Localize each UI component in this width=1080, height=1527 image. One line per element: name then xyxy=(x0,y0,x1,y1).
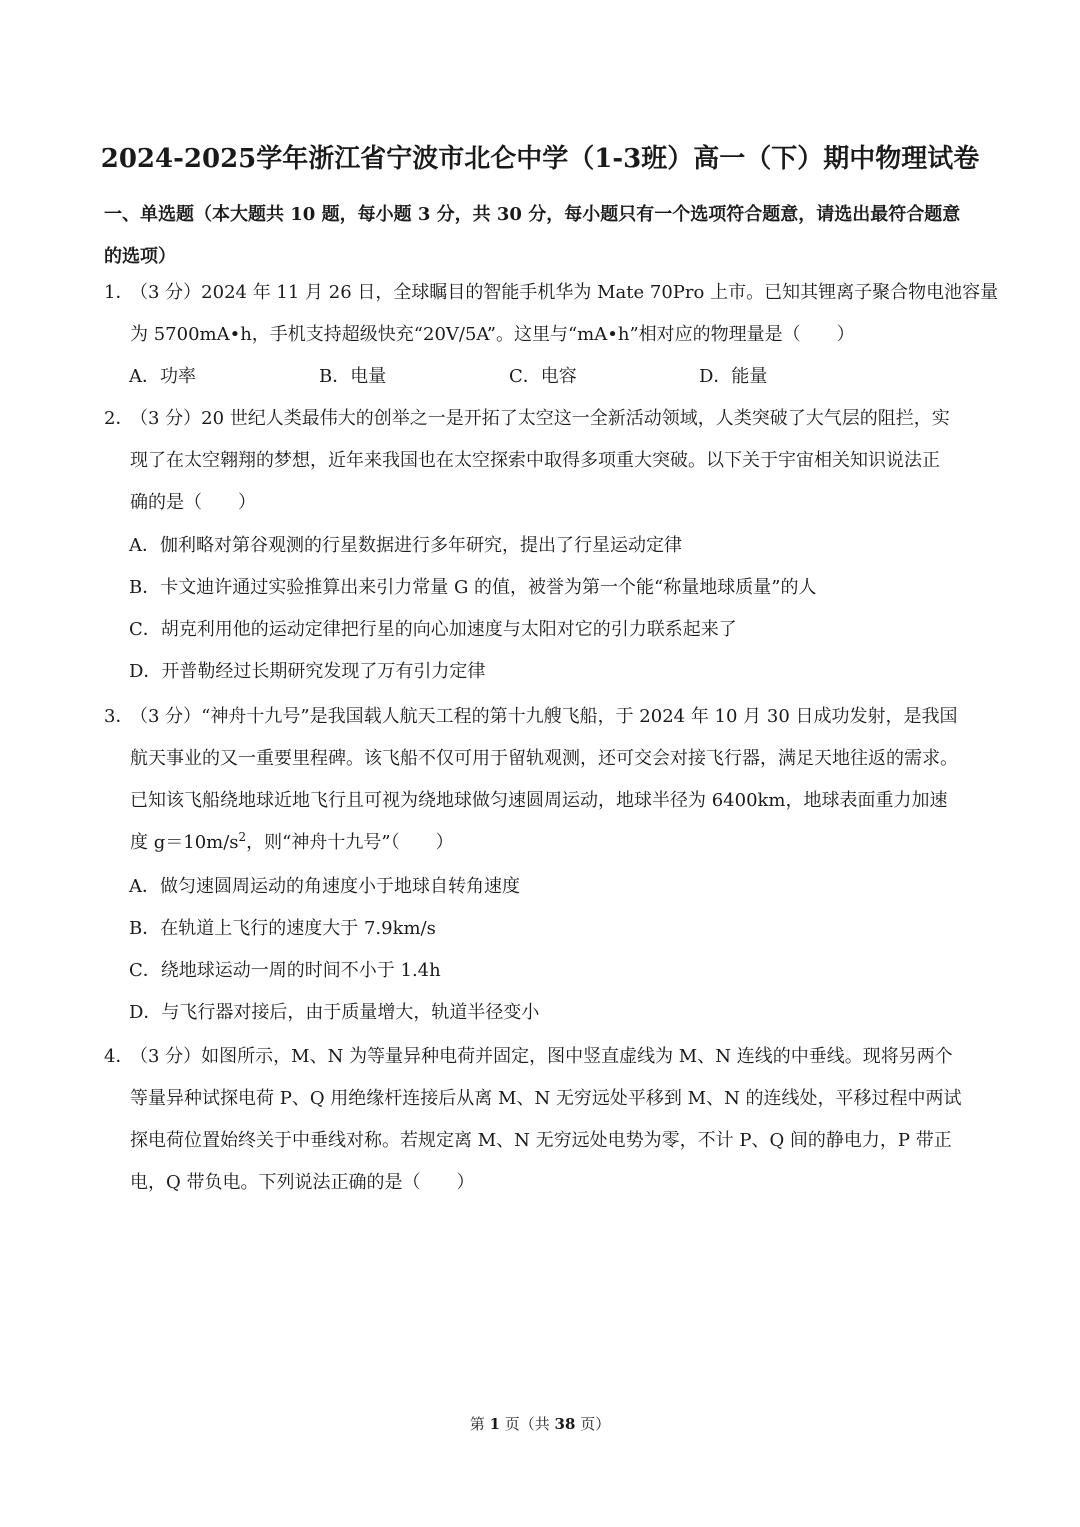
question-number: 3． xyxy=(104,706,134,727)
question-1-options xyxy=(129,356,909,398)
question-text-line: 航天事业的又一重要里程碑。该飞船不仅可用于留轨观测，还可交会对接飞行器，满足天地往返的需求。 xyxy=(130,748,958,769)
option-d[interactable]: D．开普勒经过长期研究发现了万有引力定律 xyxy=(129,661,486,682)
question-number: 2． xyxy=(104,408,134,429)
formula-text: 度 g＝10m/s xyxy=(130,832,239,853)
question-text-line: 等量异种试探电荷 P、Q 用绝缘杆连接后从离 M、N 无穷远处平移到 M、N 的连线处，平移过程中两试 xyxy=(130,1088,962,1109)
option-b[interactable]: B．电量 xyxy=(319,366,387,387)
question-3 xyxy=(104,696,984,864)
section-heading xyxy=(104,194,984,278)
question-1 xyxy=(104,272,999,356)
question-text-line: （3 分）20 世纪人类最伟大的创举之一是开拓了太空这一全新活动领域，人类突破了大气层的阻拦，实 xyxy=(130,408,950,429)
option-d[interactable]: D．与飞行器对接后，由于质量增大，轨道半径变小 xyxy=(129,1002,540,1023)
question-text-line: 电，Q 带负电。下列说法正确的是（ ） xyxy=(130,1172,475,1193)
question-text-tail: ，则“神舟十九号”（ ） xyxy=(246,832,454,853)
option-b[interactable]: B．在轨道上飞行的速度大于 7.9km/s xyxy=(129,918,436,939)
question-2 xyxy=(104,398,984,524)
question-number: 1． xyxy=(104,282,134,303)
question-text-line: 确的是（ ） xyxy=(130,492,256,513)
question-text-line xyxy=(104,822,984,864)
page-title: 2024-2025学年浙江省宁波市北仑中学（1-3班）高一（下）期中物理试卷 xyxy=(100,144,980,174)
option-a[interactable]: A．功率 xyxy=(129,366,196,387)
section-heading-line: 一、单选题（本大题共 10 题，每小题 3 分，共 30 分，每小题只有一个选项符合题意，请选出最符合题意 xyxy=(104,204,961,225)
option-c[interactable]: C．胡克利用他的运动定律把行星的向心加速度与太阳对它的引力联系起来了 xyxy=(129,619,737,640)
option-d[interactable]: D．能量 xyxy=(699,366,768,387)
question-text-line: （3 分）2024 年 11 月 26 日，全球瞩目的智能手机华为 Mate 70Pro 上市。已知其锂离子聚合物电池容量 xyxy=(130,282,999,303)
total-pages: 38 xyxy=(554,1415,576,1433)
question-number: 4． xyxy=(104,1046,134,1067)
question-4 xyxy=(104,1036,984,1204)
question-text-line: 为 5700mA•h，手机支持超级快充“20V/5A”。这里与“mA•h”相对应的物理量是（ ） xyxy=(130,324,855,345)
footer-text: 页（共 xyxy=(500,1415,555,1433)
page-footer xyxy=(0,1413,1080,1434)
question-text-line: 现了在太空翱翔的梦想，近年来我国也在太空探索中取得多项重大突破。以下关于宇宙相关知识说法正 xyxy=(130,450,940,471)
question-text-line: （3 分）“神舟十九号”是我国载人航天工程的第十九艘飞船，于 2024 年 10 月 30 日成功发射，是我国 xyxy=(130,706,958,727)
exponent: 2 xyxy=(238,830,247,844)
question-text-line: （3 分）如图所示，M、N 为等量异种电荷并固定，图中竖直虚线为 M、N 连线的中垂线。现将另两个 xyxy=(130,1046,953,1067)
option-b[interactable]: B．卡文迪许通过实验推算出来引力常量 G 的值，被誉为第一个能“称量地球质量”的人 xyxy=(129,577,817,598)
option-c[interactable]: C．电容 xyxy=(509,366,577,387)
page-number: 1 xyxy=(489,1415,500,1433)
option-a[interactable]: A．做匀速圆周运动的角速度小于地球自转角速度 xyxy=(129,876,520,897)
option-c[interactable]: C．绕地球运动一周的时间不小于 1.4h xyxy=(129,960,441,981)
question-text-line: 已知该飞船绕地球近地飞行且可视为绕地球做匀速圆周运动，地球半径为 6400km，地球表面重力加速 xyxy=(130,790,948,811)
section-heading-line: 的选项） xyxy=(104,246,176,267)
footer-text: 页） xyxy=(575,1415,611,1433)
question-text-line: 探电荷位置始终关于中垂线对称。若规定离 M、N 无穷远处电势为零，不计 P、Q 间的静电力，P 带正 xyxy=(130,1130,952,1151)
option-a[interactable]: A．伽利略对第谷观测的行星数据进行多年研究，提出了行星运动定律 xyxy=(129,535,682,556)
footer-text: 第 xyxy=(469,1415,490,1433)
